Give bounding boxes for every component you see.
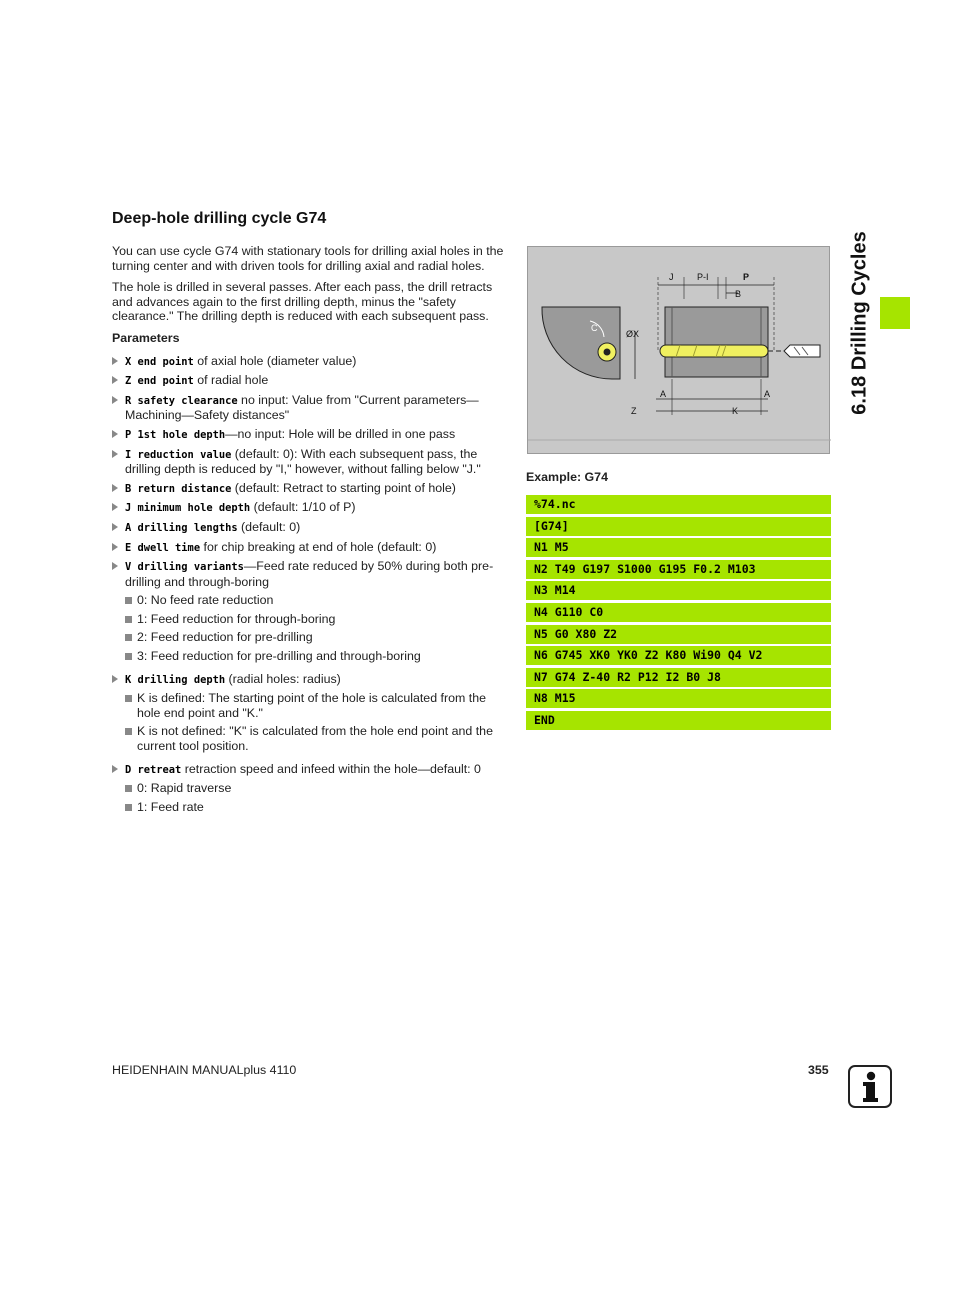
v-option: 0: No feed rate reduction [112,593,508,608]
label-j: J [669,272,674,282]
bullet-arrow-icon [112,675,118,683]
param-text: for chip breaking at end of hole (default: 0) [200,539,437,554]
param-text: (default: 1/10 of P) [250,500,356,515]
chapter-tab-marker [880,297,910,329]
label-a2: A [764,389,771,399]
footer-page-number: 355 [808,1063,829,1077]
label-pi: P-I [697,272,709,282]
section-title: Deep-hole drilling cycle G74 [112,210,327,227]
param-text: —no input: Hole will be drilled in one pass [225,426,456,441]
param-text: (default: 0) [237,519,301,534]
param-a [112,520,508,536]
nc-line: %74.nc [526,495,831,514]
nc-program [526,495,831,733]
bullet-arrow-icon [112,503,118,511]
square-bullet-icon [125,597,132,604]
param-code: D retreat [125,763,182,776]
bullet-arrow-icon [112,357,118,365]
nc-line: N2 T49 G197 S1000 G195 F0.2 M103 [526,560,831,579]
param-text: no input: Value from "Current parameters—Machining—Safety distances" [125,392,479,423]
nc-line: N8 M15 [526,689,831,708]
intro-paragraph-1: You can use cycle G74 with stationary tools for drilling axial holes in the turning center and with driven tools for drilling axial and radial holes. [112,244,504,273]
intro-paragraph-2: The hole is drilled in several passes. After each pass, the drill retracts and advances again to the first drilling depth, minus the "safety clearance." The drilling depth is reduced with each subsequent pass. [112,280,493,324]
parameters-heading: Parameters [112,330,180,345]
param-code: Z end point [125,375,194,388]
label-x: ØX [626,329,640,339]
bullet-arrow-icon [112,543,118,551]
param-z [112,373,508,389]
param-text: of radial hole [193,373,269,388]
square-bullet-icon [125,616,132,623]
label-a1: A [660,389,667,399]
d-option: 1: Feed rate [112,800,508,815]
square-bullet-icon [125,804,132,811]
nc-line: END [526,711,831,730]
bullet-arrow-icon [112,396,118,404]
param-code: V drilling variants [125,561,244,574]
chapter-title-text: 6.18 Drilling Cycles [848,231,871,415]
param-code: X end point [125,355,194,368]
drilling-cycle-figure [527,246,830,454]
nc-line: N5 G0 X80 Z2 [526,625,831,644]
body-column [112,244,508,818]
param-text: of axial hole (diameter value) [193,353,357,368]
bullet-arrow-icon [112,523,118,531]
param-text: (default: 0): With each subsequent pass, the drilling depth is reduced by "I," however, without falling below "J." [125,446,481,477]
param-e [112,540,508,556]
v-option: 2: Feed reduction for pre-drilling [112,630,508,645]
bullet-arrow-icon [112,765,118,773]
info-glyph [850,1067,890,1106]
param-x [112,354,508,370]
nc-line: N4 G110 C0 [526,603,831,622]
param-code: A drilling lengths [125,521,238,534]
param-code: B return distance [125,482,232,495]
k-option: K is not defined: "K" is calculated from the hole end point and the current tool position. [112,724,508,753]
bullet-arrow-icon [112,484,118,492]
param-b [112,481,508,497]
label-k: K [732,406,739,416]
param-code: K drilling depth [125,673,226,686]
bullet-arrow-icon [112,376,118,384]
param-text: retraction speed and infeed within the hole—default: 0 [181,761,481,776]
nc-line: N1 M5 [526,538,831,557]
example-label: Example: G74 [526,470,608,484]
param-code: R safety clearance [125,394,238,407]
square-bullet-icon [125,728,132,735]
bullet-arrow-icon [112,450,118,458]
label-z: Z [631,406,637,416]
param-v [112,559,508,589]
param-i [112,447,508,477]
chapter-side-title [840,216,880,430]
param-text: (radial holes: radius) [225,671,341,686]
label-p: P [743,272,750,282]
bullet-arrow-icon [112,430,118,438]
param-code: E dwell time [125,541,201,554]
param-j [112,500,508,516]
param-text: (default: Retract to starting point of hole) [231,480,456,495]
k-option: K is defined: The starting point of the hole is calculated from the hole end point and "K." [112,691,508,720]
nc-line: [G74] [526,517,831,536]
footer-manual-name: HEIDENHAIN MANUALplus 4110 [112,1063,297,1077]
param-text: —Feed rate reduced by 50% during both pre-drilling and through-boring [125,559,494,589]
label-b: B [735,289,742,299]
param-code: P 1st hole depth [125,428,226,441]
param-k [112,672,508,688]
param-p [112,427,508,443]
square-bullet-icon [125,634,132,641]
nc-line: N3 M14 [526,581,831,600]
param-d [112,762,508,778]
v-option: 1: Feed reduction for through-boring [112,612,508,627]
d-option: 0: Rapid traverse [112,781,508,796]
param-code: J minimum hole depth [125,502,251,515]
square-bullet-icon [125,785,132,792]
bullet-arrow-icon [112,562,118,570]
param-r [112,393,508,423]
info-icon [848,1065,892,1108]
drilling-diagram [528,247,831,455]
svg-text:C: C [591,323,598,333]
nc-line: N7 G74 Z-40 R2 P12 I2 B0 J8 [526,668,831,687]
nc-line: N6 G745 XK0 YK0 Z2 K80 Wi90 Q4 V2 [526,646,831,665]
v-option: 3: Feed reduction for pre-drilling and through-boring [112,649,508,664]
param-code: I reduction value [125,448,232,461]
square-bullet-icon [125,695,132,702]
square-bullet-icon [125,653,132,660]
